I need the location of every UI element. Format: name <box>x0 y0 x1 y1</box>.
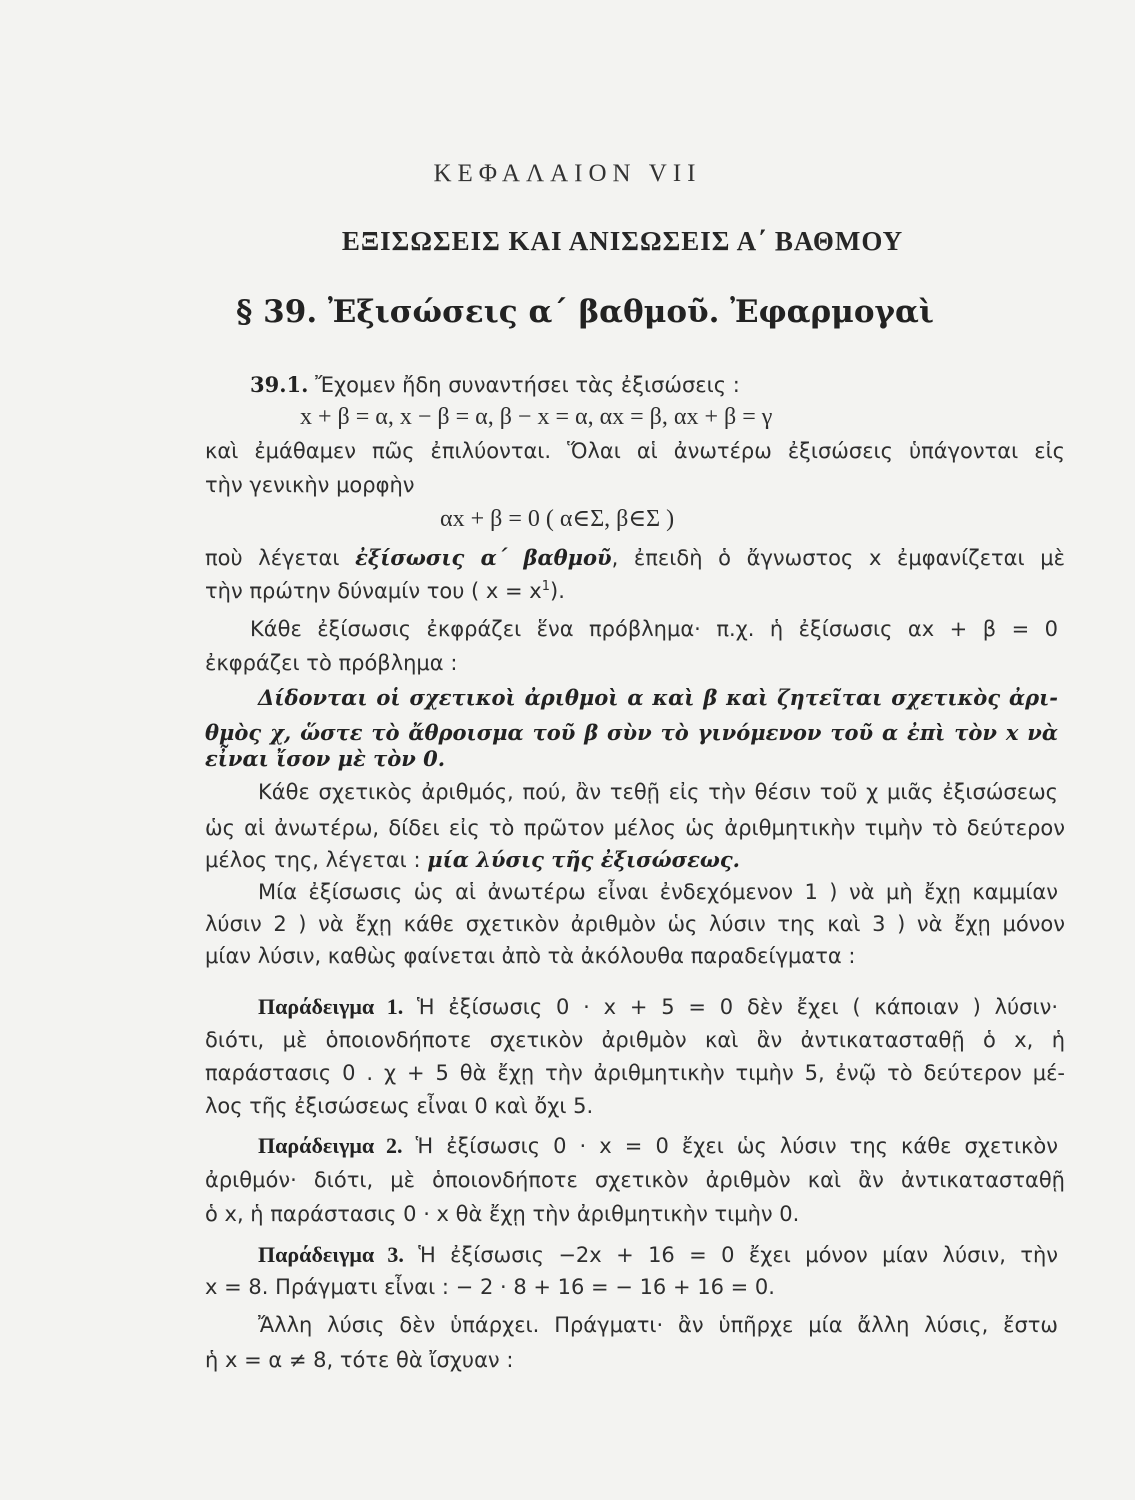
para3-line1: Κάθε σχετικὸς ἀριθμός, πού, ἂν τεθῇ εἰς τὴν θέσιν τοῦ χ μιᾶς ἐξισώσεως <box>258 780 1058 804</box>
example1-label: Παράδειγμα 1. <box>258 994 404 1019</box>
chapter-heading: ΚΕΦΑΛΑΙΟΝ VII <box>433 160 702 187</box>
para1-line6 <box>205 543 1065 573</box>
example3-line1 <box>258 1240 1058 1270</box>
example1-line1 <box>258 992 1058 1022</box>
para4-line3: μίαν λύσιν, καθὼς φαίνεται ἀπὸ τὰ ἀκόλουθα παραδείγματα : <box>205 944 856 968</box>
para1-line1 <box>250 370 1050 400</box>
paragraph-number: 39.1. <box>250 372 309 397</box>
para1-line7-a: τὴν πρώτην δύναμίν του ( x = x <box>205 579 542 603</box>
para1-line3: καὶ ἐμάθαμεν πῶς ἐπιλύονται. Ὅλαι αἱ ἀνωτέρω ἐξισώσεις ὑπάγονται εἰς <box>205 439 1065 463</box>
para1-line7-b: ). <box>550 579 565 603</box>
para1-line4: τὴν γενικὴν μορφὴν <box>205 473 415 497</box>
example1-line4: λος τῆς ἐξισώσεως εἶναι 0 καὶ ὄχι 5. <box>205 1094 594 1118</box>
example2-line1 <box>258 1131 1058 1161</box>
term-solution: μία λύσις τῆς ἐξισώσεως. <box>427 847 740 872</box>
example2-label: Παράδειγμα 2. <box>258 1133 403 1158</box>
chapter-title: ΕΞΙΣΩΣΕΙΣ ΚΑΙ ΑΝΙΣΩΣΕΙΣ Α΄ ΒΑΘΜΟΥ <box>341 226 904 256</box>
para3-line2: ὡς αἱ ἀνωτέρω, δίδει εἰς τὸ πρῶτον μέλος ὡς ἀριθμητικὴν τιμὴν τὸ δεύτερον <box>205 816 1065 840</box>
example1-text: Ἡ ἐξίσωσις 0 · x + 5 = 0 δὲν ἔχει ( κάποιαν ) λύσιν· <box>403 995 1058 1019</box>
para1-line6-a: ποὺ λέγεται <box>205 546 356 570</box>
para5-line1: Ἄλλη λύσις δὲν ὑπάρχει. Πράγματι· ἂν ὑπῆρχε μία ἄλλη λύσις, ἔστω <box>258 1313 1058 1337</box>
example3-text: Ἡ ἐξίσωσις −2x + 16 = 0 ἔχει μόνον μίαν λύσιν, τὴν <box>403 1243 1058 1267</box>
para3-line3 <box>205 845 1065 875</box>
example1-line2: διότι, μὲ ὁποιονδήποτε σχετικὸν ἀριθμὸν καὶ ἂν ἀντικατασταθῇ ὁ x, ἡ <box>205 1028 1065 1052</box>
problem-statement-2: θμὸς χ, ὥστε τὸ ἄθροισμα τοῦ β σὺν τὸ γινόμενον τοῦ α ἐπὶ τὸν x νὰ <box>205 720 1058 745</box>
example1-line3: παράστασις 0 . χ + 5 θὰ ἔχῃ τὴν ἀριθμητικὴν τιμὴν 5, ἐνῷ τὸ δεύτερον μέ- <box>205 1061 1065 1085</box>
para2-line2: ἐκφράζει τὸ πρόβλημα : <box>205 651 458 675</box>
para5-line2: ἡ x = α ≠ 8, τότε θὰ ἴσχυαν : <box>205 1348 514 1372</box>
general-form-equation: αx + β = 0 ( α∈Σ, β∈Σ ) <box>440 506 675 532</box>
para1-line6-c: , ἐπειδὴ ὁ ἄγνωστος x ἐμφανίζεται μὲ <box>611 546 1065 570</box>
equations-list: x + β = α, x − β = α, β − x = α, αx = β, αx + β = γ <box>300 404 773 430</box>
exponent: 1 <box>541 579 550 594</box>
para2-line1: Κάθε ἐξίσωσις ἐκφράζει ἕνα πρόβλημα· π.χ. ἡ ἐξίσωσις αx + β = 0 <box>250 617 1058 641</box>
example2-line2: ἀριθμόν· διότι, μὲ ὁποιονδήποτε σχετικὸν ἀριθμὸν καὶ ἂν ἀντικατασταθῇ <box>205 1168 1065 1192</box>
para3-line3-a: μέλος της, λέγεται : <box>205 848 428 872</box>
section-title: § 39. Ἐξισώσεις α΄ βαθμοῦ. Ἐφαρμογαὶ <box>236 294 934 330</box>
problem-statement-1: Δίδονται οἱ σχετικοὶ ἀριθμοὶ α καὶ β καὶ ζητεῖται σχετικὸς ἀρι- <box>258 685 1058 710</box>
example2-line3: ὁ x, ἡ παράστασις 0 · x θὰ ἔχῃ τὴν ἀριθμητικὴν τιμὴν 0. <box>205 1202 800 1226</box>
para1-line7 <box>205 576 1065 606</box>
para4-line2: λύσιν 2 ) νὰ ἔχῃ κάθε σχετικὸν ἀριθμὸν ὡς λύσιν της καὶ 3 ) νὰ ἔχῃ μόνον <box>205 912 1065 936</box>
example3-line2: x = 8. Πράγματι εἶναι : − 2 · 8 + 16 = − 16 + 16 = 0. <box>205 1275 775 1299</box>
example2-text: Ἡ ἐξίσωσις 0 · x = 0 ἔχει ὡς λύσιν της κάθε σχετικὸν <box>402 1134 1059 1158</box>
example3-label: Παράδειγμα 3. <box>258 1242 404 1267</box>
para4-line1: Μία ἐξίσωσις ὡς αἱ ἀνωτέρω εἶναι ἐνδεχόμενον 1 ) νὰ μὴ ἔχῃ καμμίαν <box>258 880 1058 904</box>
problem-statement-3: εἶναι ἴσον μὲ τὸν 0. <box>205 746 446 771</box>
term-first-degree-equation: ἐξίσωσις α΄ βαθμοῦ <box>355 545 612 570</box>
para1-intro: Ἔχομεν ἤδη συναντήσει τὰς ἐξισώσεις : <box>308 373 740 397</box>
